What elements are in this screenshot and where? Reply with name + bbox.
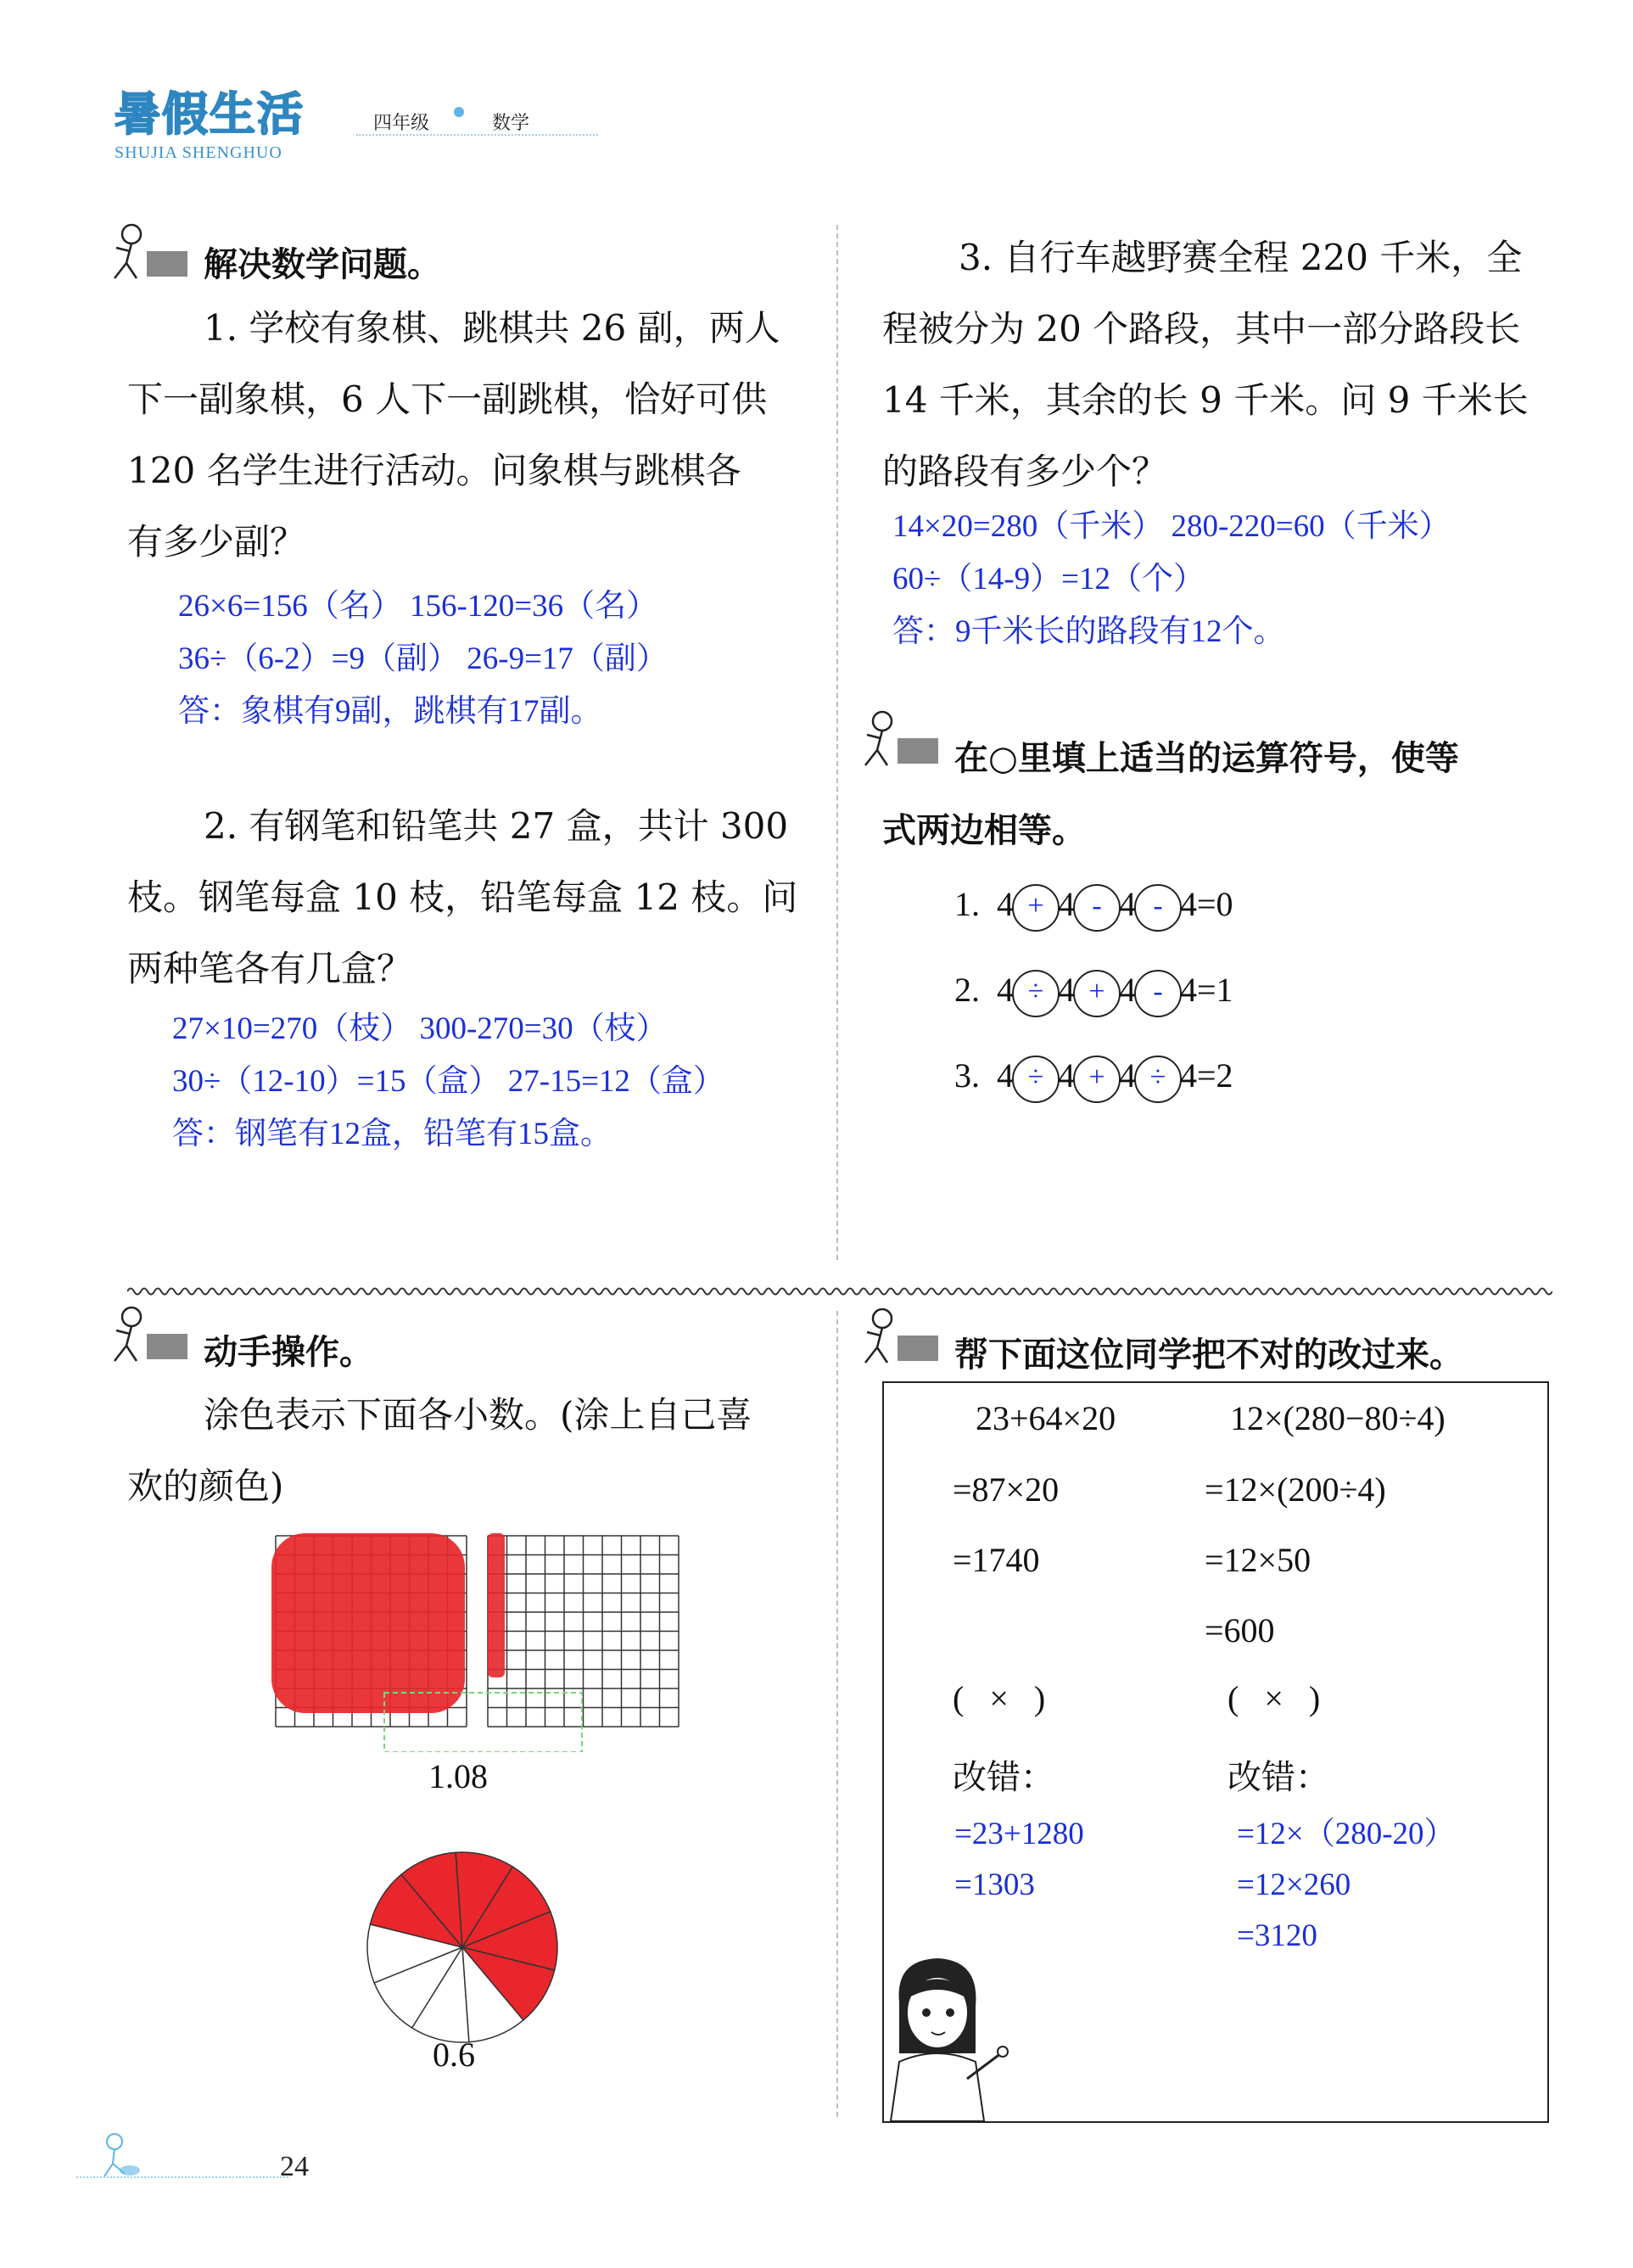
operand: 4 [1119, 885, 1136, 924]
hundred-grid-partial [488, 1536, 679, 1727]
left-judgement-mark: ( × ) [953, 1679, 1046, 1717]
section-title-correct-mistakes: 帮下面这位同学把不对的改过来。 [954, 1336, 1463, 1375]
equation-result: 4=1 [1180, 971, 1233, 1010]
q1-line: 有多少副？ [127, 521, 306, 563]
q2-line: 枝。钢笔每盒 10 枝，铅笔每盒 12 枝。问 [127, 876, 798, 918]
page-number: 24 [280, 2151, 309, 2182]
q2-line: 2. 有钢笔和铅笔共 27 盒，共计 300 [204, 805, 789, 847]
grade-label: 四年级 [373, 113, 430, 134]
right-step: =12×(200÷4) [1205, 1470, 1386, 1509]
right-step: 12×(280−80÷4) [1230, 1399, 1446, 1437]
operand: 4 [1119, 1056, 1136, 1095]
q1-line: 下一副象棋，6 人下一副跳棋，恰好可供 [127, 378, 768, 420]
equation-result: 4=0 [1180, 885, 1233, 924]
q1-line: 1. 学校有象棋、跳棋共 26 副，两人 [204, 307, 780, 349]
grid-caption: 1.08 [428, 1757, 488, 1795]
wavy-divider [127, 1283, 1552, 1300]
subject-label: 数学 [492, 113, 530, 134]
q2-answer [172, 1003, 724, 1161]
column-divider-top [836, 225, 838, 1260]
right-fix-answer [1237, 1809, 1456, 1962]
equation-result: 4=2 [1180, 1056, 1233, 1095]
header-dot-icon [454, 107, 464, 117]
q3-line: 的路段有多少个？ [882, 451, 1168, 492]
left-fix-answer [954, 1809, 1084, 1911]
running-kid-icon [857, 1307, 942, 1366]
fix-line: =3120 [1237, 1918, 1317, 1953]
fix-line: =1303 [954, 1868, 1035, 1902]
section-title-solve-problems: 解决数学问题。 [204, 245, 441, 284]
operator-circle[interactable]: - [1073, 884, 1121, 932]
girl-pointing-illustration [865, 1952, 1014, 2121]
operator-circle[interactable]: ÷ [1012, 1056, 1060, 1103]
q1-line: 120 名学生进行活动。问象棋与跳棋各 [127, 450, 741, 491]
q2-answer-line: 30÷（12-10）=15（盒） 27-15=12（盒） [172, 1064, 724, 1099]
operator-circle[interactable]: + [1073, 970, 1121, 1017]
operator-circle[interactable]: ÷ [1134, 1056, 1182, 1103]
pie-slices [367, 1852, 557, 2042]
section-title-fill-operators-cont: 式两边相等。 [882, 811, 1086, 850]
q1-answer-line: 答：象棋有9副，跳棋有17副。 [178, 694, 602, 729]
q1-answer-line: 36÷（6-2）=9（副） 26-9=17（副） [178, 641, 668, 676]
row-number: 1. [954, 885, 980, 924]
operand: 4 [997, 971, 1014, 1010]
q3-answer-line: 60÷（14-9）=12（个） [892, 562, 1205, 596]
question-3 [882, 222, 1561, 507]
hands-on-instructions [127, 1380, 806, 1522]
q3-answer-line: 14×20=280（千米） 280-220=60（千米） [892, 509, 1451, 544]
question-2 [127, 791, 806, 1005]
footer-kid-icon [98, 2130, 148, 2181]
fix-line: =12×（280-20） [1237, 1817, 1456, 1851]
left-step: 23+64×20 [976, 1399, 1116, 1437]
q3-line: 3. 自行车越野赛全程 220 千米，全 [959, 237, 1523, 278]
red-paint-strip [488, 1533, 505, 1677]
fix-line: =12×260 [1237, 1868, 1351, 1902]
q3-answer-line: 答：9千米长的路段有12个。 [892, 614, 1285, 649]
section-title-fill-operators: 在○里填上适当的运算符号，使等 [954, 739, 1459, 778]
instruction-line: 涂色表示下面各小数。(涂上自己喜 [204, 1394, 752, 1436]
operand: 4 [1058, 971, 1075, 1010]
operand: 4 [1119, 971, 1136, 1010]
operator-circle[interactable]: + [1012, 884, 1060, 932]
operator-circle[interactable]: + [1073, 1056, 1121, 1103]
operator-circle[interactable]: - [1134, 884, 1182, 932]
running-kid-icon [857, 709, 942, 769]
q2-line: 两种笔各有几盒？ [127, 948, 413, 989]
left-step: =87×20 [953, 1470, 1060, 1509]
q3-answer [892, 501, 1451, 658]
instruction-line: 欢的颜色) [127, 1465, 284, 1507]
operator-circle[interactable]: ÷ [1012, 970, 1060, 1017]
question-1 [127, 293, 806, 578]
q1-answer [178, 580, 668, 738]
q3-line: 程被分为 20 个路段，其中一部分路段长 [882, 308, 1521, 350]
right-step: =12×50 [1205, 1541, 1311, 1579]
logo-title: 暑假生活 [115, 87, 305, 141]
operand: 4 [997, 885, 1014, 924]
row-number: 3. [954, 1056, 980, 1095]
circle-diagram [361, 1845, 564, 2049]
q3-line: 14 千米，其余的长 9 千米。问 9 千米长 [882, 379, 1529, 421]
circle-caption: 0.6 [433, 2036, 475, 2074]
q2-answer-line: 答：钢笔有12盒，铅笔有15盒。 [172, 1117, 612, 1151]
running-kid-icon [106, 1305, 191, 1364]
operand: 4 [1058, 1056, 1075, 1095]
hundred-grids [271, 1532, 696, 1752]
right-fix-label: 改错： [1228, 1758, 1329, 1796]
right-step: =600 [1205, 1611, 1275, 1649]
operator-row-2 [954, 970, 1233, 1017]
left-step: =1740 [953, 1541, 1040, 1579]
operator-row-1 [954, 884, 1233, 932]
book-logo [115, 78, 352, 162]
q1-answer-line: 26×6=156（名） 156-120=36（名） [178, 589, 658, 624]
fix-line: =23+1280 [954, 1817, 1084, 1851]
red-paint-fill [271, 1533, 465, 1713]
right-judgement-mark: ( × ) [1228, 1679, 1321, 1717]
header-rule [356, 134, 598, 136]
operator-row-3 [954, 1056, 1233, 1103]
section-title-hands-on: 动手操作。 [204, 1333, 373, 1372]
logo-pinyin: SHUJIA SHENGHUO [115, 143, 282, 162]
left-fix-label: 改错： [953, 1758, 1054, 1796]
row-number: 2. [954, 971, 980, 1010]
operand: 4 [997, 1056, 1014, 1095]
operator-circle[interactable]: - [1134, 970, 1182, 1017]
column-divider-bottom [836, 1311, 838, 2117]
q2-answer-line: 27×10=270（枝） 300-270=30（枝） [172, 1011, 668, 1046]
running-kid-icon [106, 222, 191, 282]
footer-rule [76, 2176, 288, 2178]
operand: 4 [1058, 885, 1075, 924]
